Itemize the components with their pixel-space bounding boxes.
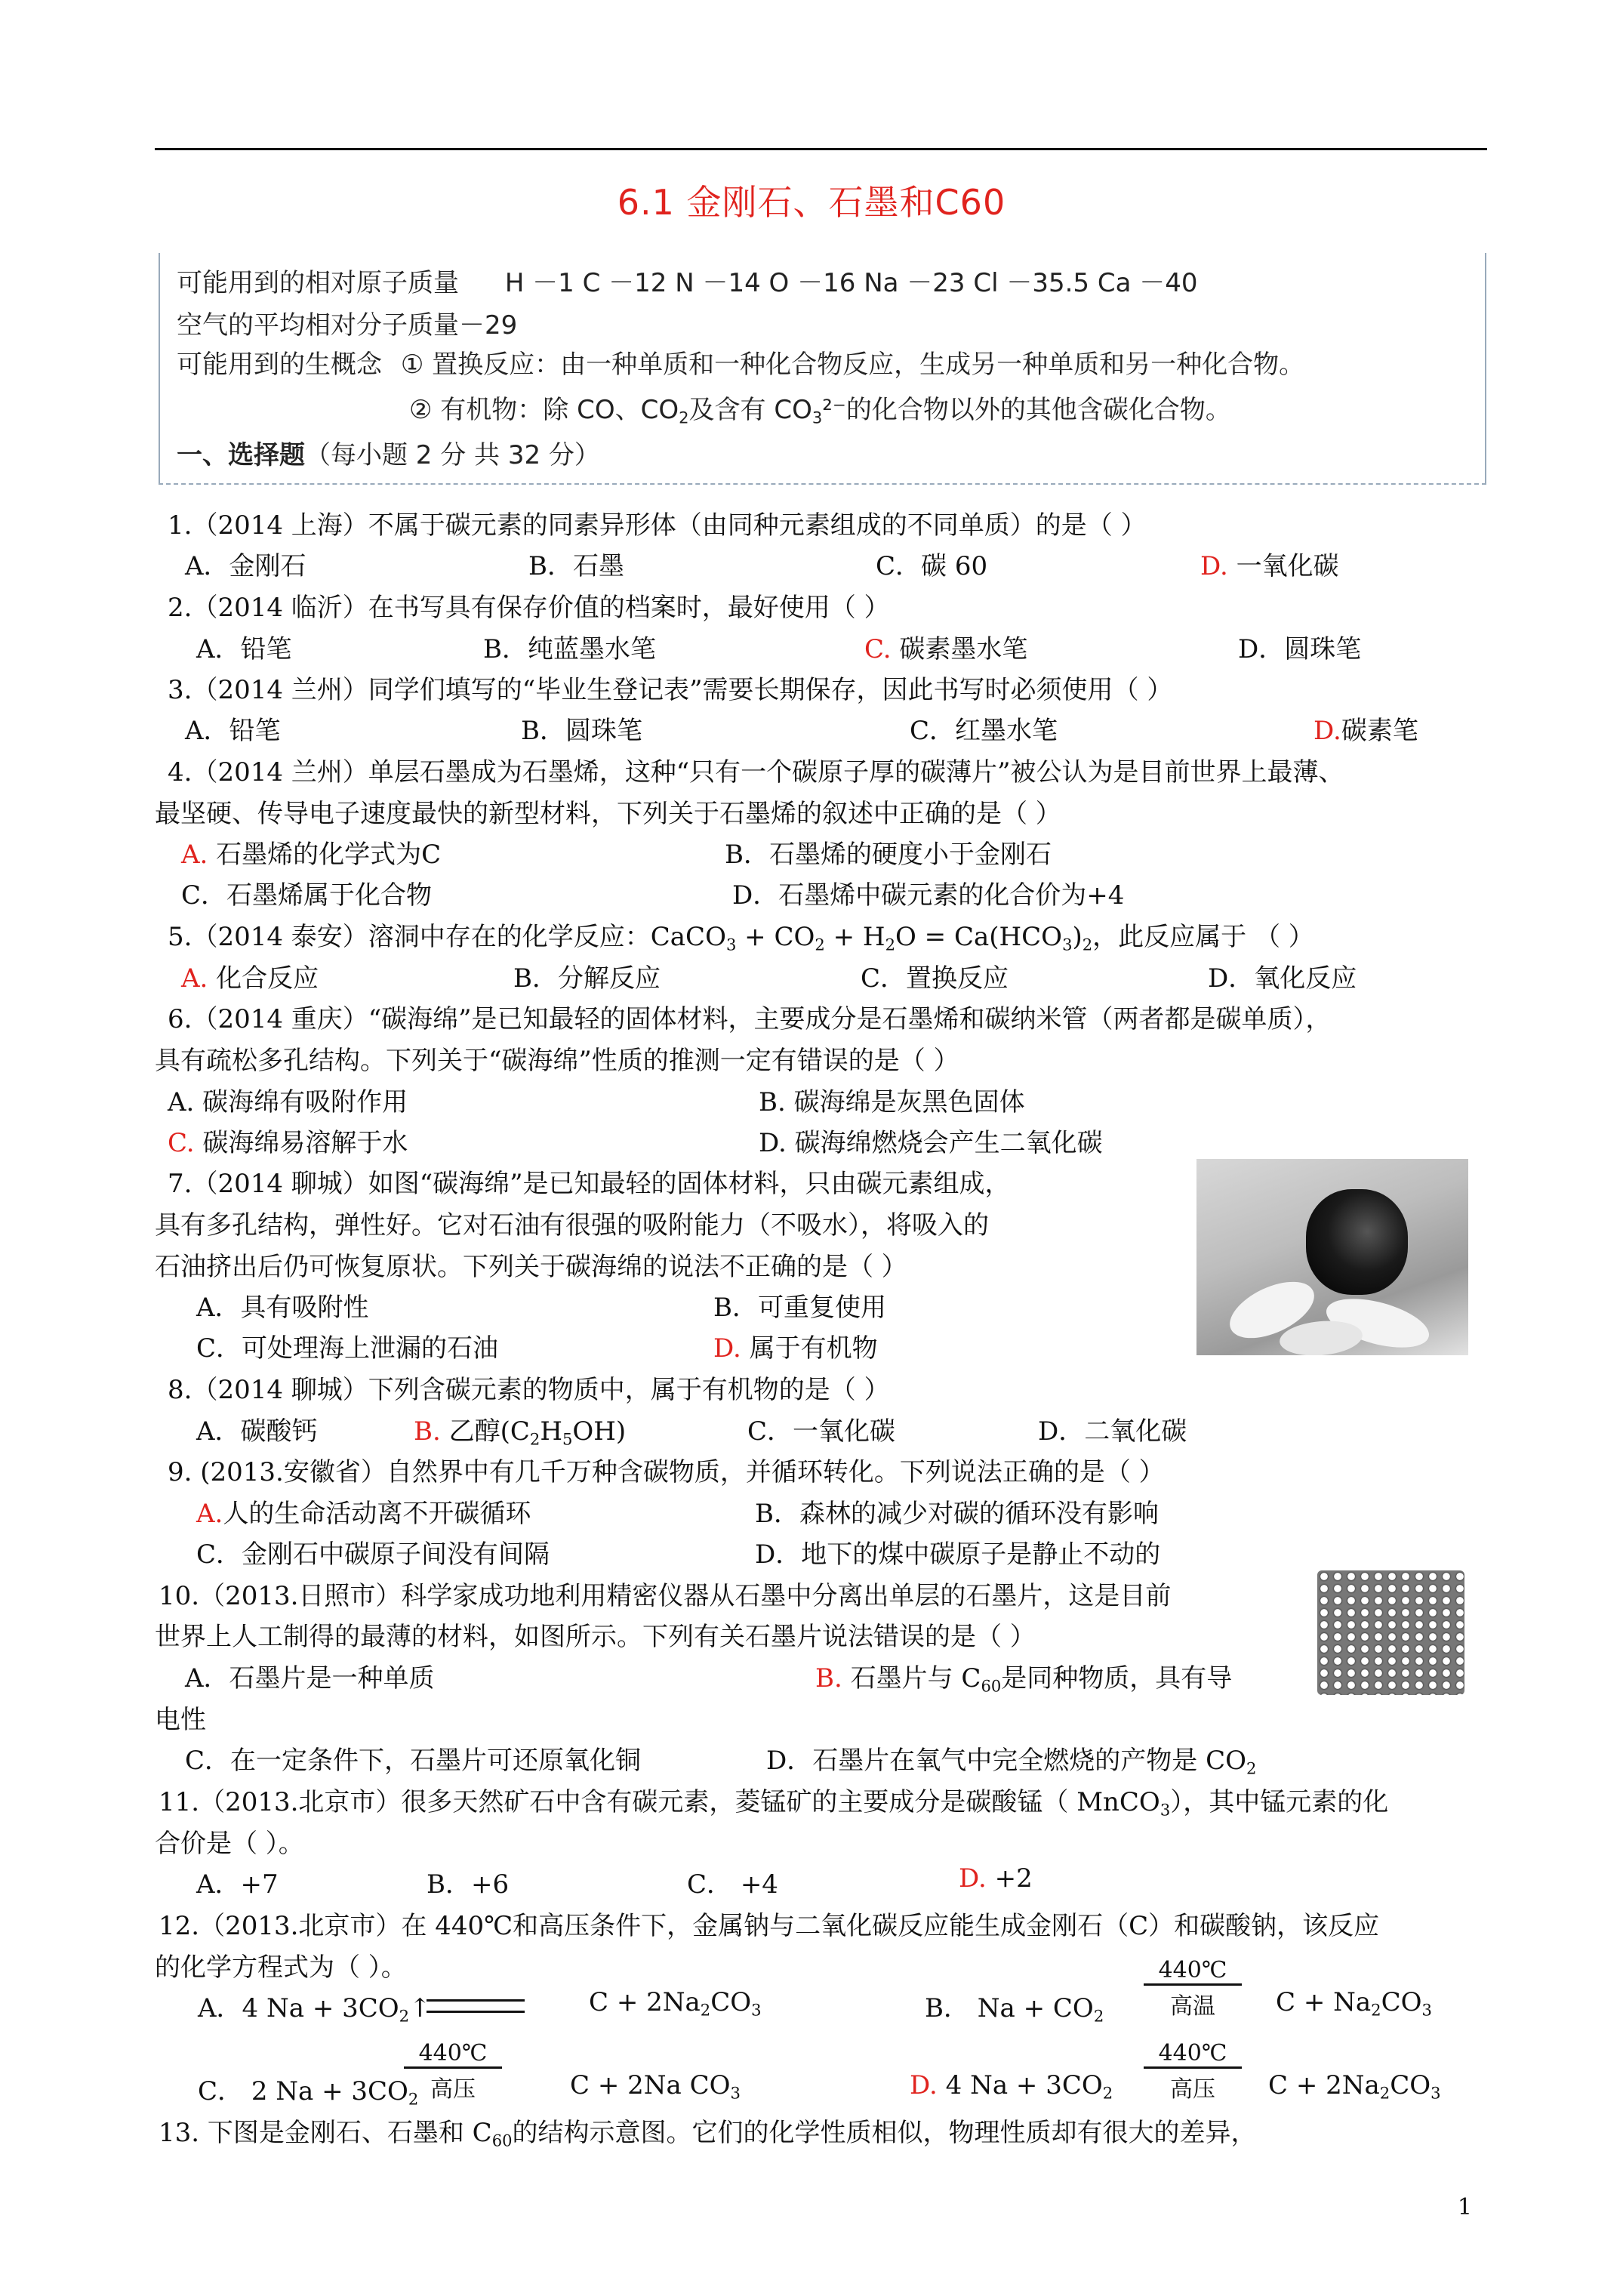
q6-option-b: B. 碳海绵是灰黑色固体 [759,1087,1025,1117]
condition-high-pressure: 高压 [1170,2076,1215,2103]
q5-stem: 5.（2014 泰安）溶洞中存在的化学反应：CaCO$_3$ + $CO_2 + H_2O = Ca(HCO_3)_2$，此反应属于 （ ） [168,922,1314,954]
q9-option-b: B．森林的减少对碳的循环没有影响 [755,1499,1159,1529]
condition-high-pressure: 高压 [430,2076,476,2103]
q12-option-c-text-1: C． 2 Na + 3CO [198,2076,408,2106]
q7-option-c: C．可处理海上泄漏的石油 [196,1333,499,1364]
answer-mark: A. [196,1499,223,1529]
q8-option-c: C．一氧化碳 [747,1416,896,1447]
q12-option-c-products: C + 2Na $CO_3$ [570,2070,741,2103]
q4-option-b: B．石墨烯的硬度小于金刚石 [725,840,1052,870]
q2-option-b: B．纯蓝墨水笔 [483,634,656,664]
q12-stem-1: 12.（2013.北京市）在 440℃和高压条件下，金属钠与二氧化碳反应能生成金刚石（C）和碳酸钠，该反应 [159,1911,1380,1941]
section-note: （每小题 2 分 共 32 分） [305,440,600,470]
q3-option-c: C．红墨水笔 [910,716,1058,746]
answer-mark: C. [864,634,892,664]
reaction-condition-b [1144,1957,1242,2020]
condition-temperature: 440℃ [1144,1957,1242,1986]
q4-option-c: C．石墨烯属于化合物 [181,880,433,911]
concept-2b: 及含有 CO [688,395,812,425]
q4-stem-2: 最坚硬、传导电子速度最快的新型材料，下列关于石墨烯的叙述中正确的是（ ） [155,799,1061,829]
q10-option-c: C．在一定条件下，石墨片可还原氧化铜 [185,1746,642,1776]
q9-stem: 9. (2013.安徽省）自然界中有几千万种含碳物质，并循环转化。下列说法正确的是（ ） [168,1457,1165,1487]
concept-label: 可能用到的生概念 [177,350,382,380]
answer-mark: D. [959,1863,987,1894]
q12-stem-2: 的化学方程式为（ ）。 [155,1952,407,1983]
q5-stem-c: + H [824,922,885,952]
q2-option-a: A．铅笔 [196,634,292,664]
q13-stem-b: 的结构示意图。它们的化学性质相似，物理性质却有很大的差异， [512,2118,1257,2148]
q1-stem: 1.（2014 上海）不属于碳元素的同素异形体（由同种元素组成的不同单质）的是（ ） [168,510,1147,541]
q7-option-a: A．具有吸附性 [196,1293,369,1323]
q12-option-d-products: $C + 2Na_2CO_3$ [1268,2070,1441,2103]
reaction-condition-d [1144,2040,1242,2103]
q13-stem: 13. 下图是金刚石、石墨和 $C_{60}$的结构示意图。它们的化学性质相似，物理性质却有很大的差异， [159,2118,1257,2150]
q6-option-a: A. 碳海绵有吸附作用 [168,1087,408,1117]
concept-row-2: ② 有机物：除 CO、$CO_2$及含有 $CO_3^{2-}$的化合物以外的其他含碳化合物。 [409,395,1231,427]
q3-option-d [1313,710,1418,747]
reaction-condition-c [404,2040,502,2103]
q3-option-d-text: 碳素笔 [1341,716,1418,746]
condition-temperature: 440℃ [404,2040,502,2069]
q7-option-d-text: 属于有机物 [741,1333,878,1364]
q7-stem-2: 具有多孔结构，弹性好。它对石油有很强的吸附能力（不吸水），将吸入的 [155,1210,989,1240]
atomic-mass-row [177,262,1198,299]
q12-option-b-products: $C + Na_2CO_3$ [1276,1987,1432,2020]
answer-mark: B. [815,1663,842,1693]
atomic-mass-values: H －1 C －12 N －14 O －16 Na －23 Cl －35.5 Ca －40 [504,268,1198,298]
q12-option-a: A．4 $Na + 3CO_2↑$ [198,1993,431,2026]
answer-mark: D. [910,2070,938,2100]
concept-2c: ²⁻的化合物以外的其他含碳化合物。 [822,395,1231,425]
q9-option-c: C．金刚石中碳原子间没有间隔 [196,1539,550,1570]
q11-stem-1: 11.（2013.北京市）很多天然矿石中含有碳元素，菱锰矿的主要成分是碳酸锰（ MnCO$_3$），其中锰元素的化 [159,1787,1389,1820]
concept-1: ① 置换反应：由一种单质和一种化合物反应，生成另一种单质和另一种化合物。 [400,350,1305,380]
q5-option-d: D．氧化反应 [1208,963,1357,994]
q12-option-c-text-2: C + 2Na CO [570,2070,731,2100]
q8-option-b-text-3: OH) [572,1416,627,1447]
q12-option-c: C． 2 $Na + 3CO_2$ [198,2076,419,2109]
q10-option-b-continued: 电性 [155,1705,206,1735]
q11-option-c: C． +4 [687,1869,778,1900]
concept-row-1 [177,344,1304,381]
q1-option-a: A．金刚石 [185,551,306,581]
q12-option-a-text-2: C + 2Na [589,1987,701,2017]
q1-option-b: B．石墨 [528,551,624,581]
q11-stem-1a: 11.（2013.北京市）很多天然矿石中含有碳元素，菱锰矿的主要成分是碳酸锰（ MnCO [159,1787,1160,1817]
q8-option-a: A．碳酸钙 [196,1416,318,1447]
q7-option-d [713,1327,878,1364]
q5-stem-a: 5.（2014 泰安）溶洞中存在的化学反应：CaCO [168,922,726,952]
answer-mark: A. [181,840,208,870]
q6-stem-2: 具有疏松多孔结构。下列关于“碳海绵”性质的推测一定有错误的是（ ） [155,1046,959,1076]
q10-stem-1: 10.（2013.日照市）科学家成功地利用精密仪器从石墨中分离出单层的石墨片，这是目前 [159,1581,1172,1611]
q12-option-a-text-1: A．4 Na + 3CO [198,1993,399,2023]
q12-option-d-text-3: CO [1390,2070,1431,2100]
answer-mark: D. [713,1333,741,1364]
page-number: 1 [1457,2194,1472,2220]
q8-option-b-text-2: H [540,1416,562,1447]
q12-option-a-text-3: CO [710,1987,752,2017]
q12-option-d: D. 4 $Na + 3CO_2$ [910,2070,1113,2103]
condition-high-temp: 高温 [1170,1993,1215,2020]
q1-option-d-text: 一氧化碳 [1227,551,1339,581]
q10-stem-2: 世界上人工制得的最薄的材料，如图所示。下列有关石墨片说法错误的是（ ） [155,1622,1036,1652]
q10-option-a: A．石墨片是一种单质 [185,1663,435,1693]
concept-2a: ② 有机物：除 CO、CO [409,395,679,425]
air-mass-row: 空气的平均相对分子质量－29 [177,310,518,341]
q4-option-a-text: 石墨烯的化学式为C [208,840,442,870]
q6-option-d: D. 碳海绵燃烧会产生二氧化碳 [759,1128,1103,1158]
q8-stem: 8.（2014 聊城）下列含碳元素的物质中，属于有机物的是（ ） [168,1375,890,1405]
q5-option-b: B．分解反应 [513,963,661,994]
q12-option-b-text-3: CO [1381,1987,1422,2017]
q2-option-d: D．圆珠笔 [1238,634,1362,664]
carbon-sponge-photo [1196,1159,1468,1355]
carbon-sponge [1306,1189,1408,1295]
answer-mark: D. [1200,551,1228,581]
section-heading [177,434,600,471]
q1-option-d [1200,545,1339,582]
q5-option-c: C．置换反应 [861,963,1009,994]
q5-stem-f: ，此反应属于 （ ） [1092,922,1314,952]
section-title: 一、选择题 [177,440,305,470]
q11-stem-1b: ），其中锰元素的化 [1170,1787,1389,1817]
q10-option-d: D．石墨片在氧气中完全燃烧的产物是 $CO_2$ [766,1746,1257,1778]
q12-option-b-text-2: C + Na [1276,1987,1372,2017]
reaction-equals-sign [427,1999,525,2013]
q9-option-d: D．地下的煤中碳原子是静止不动的 [755,1539,1161,1570]
q9-option-a-text: 人的生命活动离不开碳循环 [223,1499,531,1529]
q6-option-c-text: 碳海绵易溶解于水 [194,1128,408,1158]
q2-option-c [864,628,1027,665]
q7-stem-1: 7.（2014 聊城）如图“碳海绵”是已知最轻的固体材料，只由碳元素组成， [168,1169,1011,1199]
q2-option-c-text: 碳素墨水笔 [891,634,1028,664]
q8-option-b: B. 乙醇$(C_2H_5OH)$ [414,1416,627,1449]
q10-option-b: B. 石墨片与 $C_{60}$是同种物质，具有导 [815,1663,1233,1696]
q12-option-b: B． $Na + CO_2$ [925,1993,1104,2026]
q5-option-a [181,957,319,994]
q7-stem-3: 石油挤出后仍可恢复原状。下列关于碳海绵的说法不正确的是（ ） [155,1252,907,1282]
q2-stem: 2.（2014 临沂）在书写具有保存价值的档案时，最好使用（ ） [168,593,890,623]
q11-stem-2: 合价是（ ）。 [155,1829,304,1859]
q12-option-d-text-1: 4 Na + 3CO [937,2070,1103,2100]
q10-option-d-text: D．石墨片在氧气中完全燃烧的产物是 CO [766,1746,1246,1776]
answer-mark: A. [181,963,208,994]
answer-mark: D. [1313,716,1341,746]
q13-stem-a: 13. 下图是金刚石、石墨和 C [159,2118,492,2148]
q12-option-b-text-1: B． Na + CO [925,1993,1094,2023]
q5-stem-e: ) [1072,922,1083,952]
q7-option-b: B．可重复使用 [713,1293,886,1323]
q11-option-a: A．+7 [196,1869,279,1900]
q8-option-d: D．二氧化碳 [1038,1416,1187,1447]
q11-option-d [959,1863,1033,1894]
q5-stem-d: O = Ca(HCO [895,922,1063,952]
condition-temperature: 440℃ [1144,2040,1242,2069]
page-title: 6.1 金刚石、石墨和C60 [617,182,1006,223]
atomic-mass-label: 可能用到的相对原子质量 [177,268,459,298]
q12-option-a-products: $C + 2Na_2CO_3$ [589,1987,762,2020]
q3-option-a: A．铅笔 [185,716,281,746]
q11-option-d-text: +2 [986,1863,1033,1894]
up-arrow-icon: ↑ [409,1993,431,2023]
graphene-sheet-image [1317,1570,1464,1695]
q5-option-a-text: 化合反应 [208,963,319,994]
q3-option-b: B．圆珠笔 [521,716,642,746]
answer-mark: B. [414,1416,441,1447]
q11-option-b: B．+6 [427,1869,510,1900]
q6-option-c [168,1122,408,1159]
q4-stem-1: 4.（2014 兰州）单层石墨成为石墨烯，这种“只有一个碳原子厚的碳薄片”被公认为是目前世界上最薄、 [168,757,1344,787]
q8-option-b-text-1: 乙醇(C [440,1416,530,1447]
header-rule [155,148,1487,150]
q9-option-a [196,1493,531,1530]
q5-stem-b: + CO [736,922,815,952]
q1-option-c: C．碳 60 [876,551,988,581]
q6-stem-1: 6.（2014 重庆）“碳海绵”是已知最轻的固体材料，主要成分是石墨烯和碳纳米管（两者都是碳单质）， [168,1004,1332,1034]
q4-option-a [181,834,441,871]
info-box [159,253,1486,485]
answer-mark: C. [168,1128,195,1158]
q10-option-b-text-2: 是同种物质，具有导 [1001,1663,1233,1693]
q4-option-d: D．石墨烯中碳元素的化合价为+4 [732,880,1125,911]
q3-stem: 3.（2014 兰州）同学们填写的“毕业生登记表”需要长期保存，因此书写时必须使用（ ） [168,675,1173,705]
q12-option-d-text-2: C + 2Na [1268,2070,1380,2100]
q10-option-b-text-1: 石墨片与 C [842,1663,981,1693]
